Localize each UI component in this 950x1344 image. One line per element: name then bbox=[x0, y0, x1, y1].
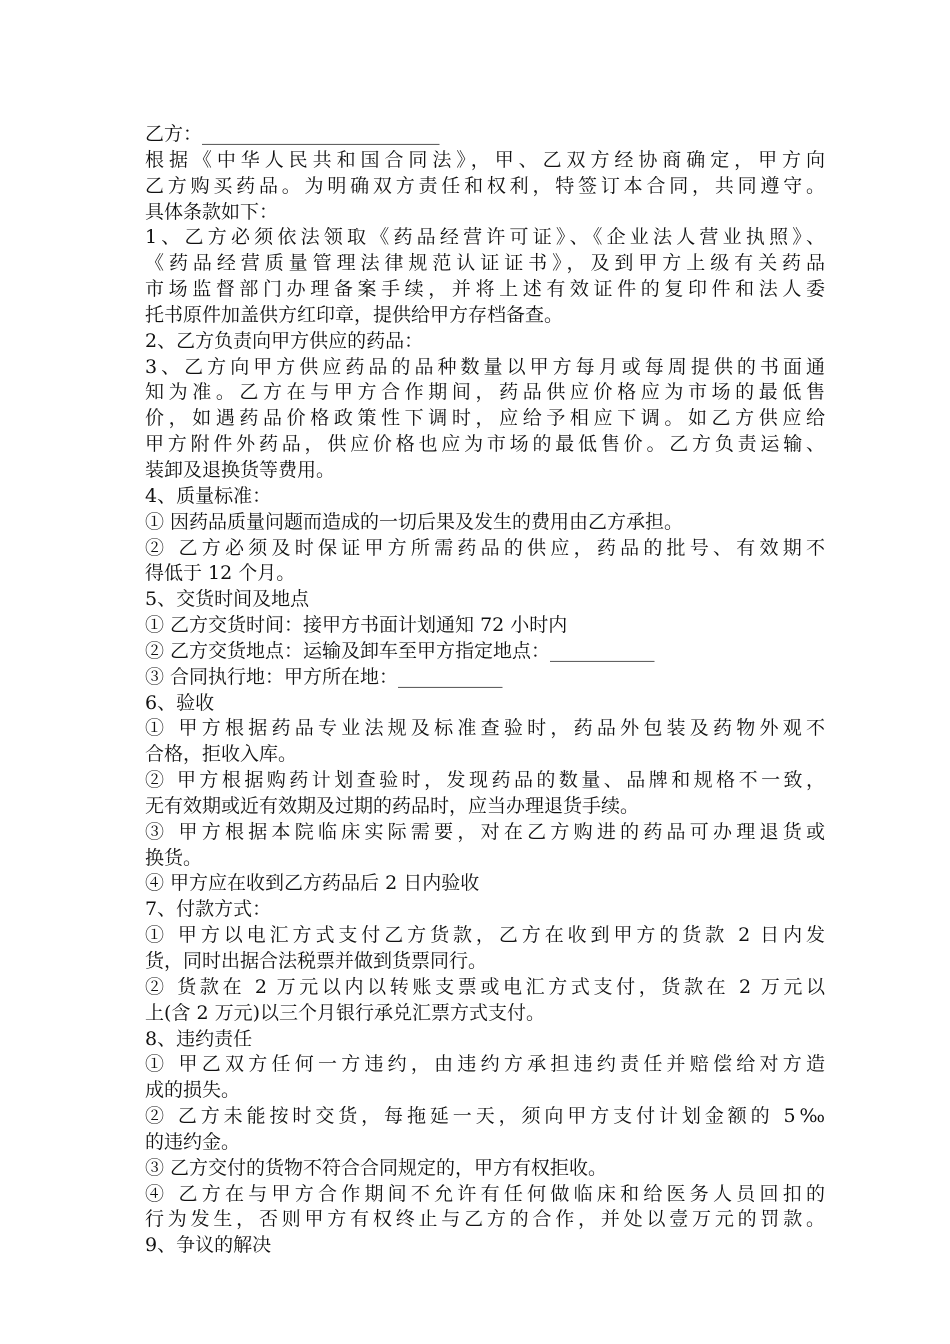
text-line: 根据《中华人民共和国合同法》，甲、乙双方经协商确定，甲方向 bbox=[145, 148, 825, 171]
clause-6-heading: 6、验收 bbox=[145, 691, 215, 714]
party-b-line: 乙方：_________________________ bbox=[145, 123, 440, 145]
text-line: 装卸及退换货等费用。 bbox=[145, 458, 336, 481]
text-line: 乙方购买药品。为明确双方责任和权利，特签订本合同，共同遵守。 bbox=[145, 174, 825, 197]
text-line: 甲方附件外药品，供应价格也应为市场的最低售价。乙方负责运输、 bbox=[145, 433, 825, 456]
list-item: ① 因药品质量问题而造成的一切后果及发生的费用由乙方承担。 bbox=[145, 510, 684, 533]
list-item: ③ 乙方交付的货物不符合合同规定的，甲方有权拒收。 bbox=[145, 1156, 608, 1179]
text-line: 得低于 12 个月。 bbox=[145, 562, 296, 585]
text-line: 上(含 2 万元)以三个月银行承兑汇票方式支付。 bbox=[145, 1001, 545, 1024]
text-line: 市场监督部门办理备案手续，并将上述有效证件的复印件和法人委 bbox=[145, 278, 825, 301]
list-item: ③ 合同执行地：甲方所在地：___________ bbox=[145, 665, 503, 688]
text-line: 价，如遇药品价格政策性下调时，应给予相应下调。如乙方供应给 bbox=[145, 407, 825, 430]
text-line: 具体条款如下： bbox=[145, 200, 279, 223]
list-item: ① 甲方以电汇方式支付乙方货款，乙方在收到甲方的货款 2 日内发 bbox=[145, 924, 825, 947]
list-item: ② 货款在 2 万元以内以转账支票或电汇方式支付，货款在 2 万元以 bbox=[145, 975, 825, 998]
list-item: ④ 甲方应在收到乙方药品后 2 日内验收 bbox=[145, 872, 480, 895]
clause-3-heading: 3、乙方向甲方供应药品的品种数量以甲方每月或每周提供的书面通 bbox=[145, 355, 825, 378]
clause-7-heading: 7、付款方式： bbox=[145, 898, 272, 921]
text-line: 换货。 bbox=[145, 846, 203, 869]
clause-1-heading: 1、乙方必须依法领取《药品经营许可证》、《企业法人营业执照》、 bbox=[145, 226, 825, 249]
clause-9-heading: 9、争议的解决 bbox=[145, 1234, 272, 1257]
text-line: 成的损失。 bbox=[145, 1079, 241, 1102]
text-line: 无有效期或近有效期及过期的药品时，应当办理退货手续。 bbox=[145, 794, 640, 817]
list-item: ② 甲方根据购药计划查验时，发现药品的数量、品牌和规格不一致， bbox=[145, 769, 825, 792]
clause-8-heading: 8、违约责任 bbox=[145, 1027, 253, 1050]
list-item: ① 甲乙双方任何一方违约，由违约方承担违约责任并赔偿给对方造 bbox=[145, 1053, 825, 1076]
clause-4-heading: 4、质量标准： bbox=[145, 484, 272, 507]
list-item: ② 乙方必须及时保证甲方所需药品的供应，药品的批号、有效期不 bbox=[145, 536, 825, 559]
text-line: 行为发生，否则甲方有权终止与乙方的合作，并处以壹万元的罚款。 bbox=[145, 1208, 825, 1231]
text-line: 《药品经营质量管理法律规范认证证书》，及到甲方上级有关药品 bbox=[145, 252, 825, 275]
text-line: 货，同时出据合法税票并做到货票同行。 bbox=[145, 950, 488, 972]
text-line: 的违约金。 bbox=[145, 1130, 241, 1153]
list-item: ① 甲方根据药品专业法规及标准查验时，药品外包装及药物外观不 bbox=[145, 717, 825, 740]
list-item: ② 乙方未能按时交货，每拖延一天，须向甲方支付计划金额的 5‰ bbox=[145, 1105, 825, 1128]
text-line: 合格，拒收入库。 bbox=[145, 743, 298, 766]
clause-2-heading: 2、乙方负责向甲方供应的药品： bbox=[145, 329, 424, 352]
text-line: 知为准。乙方在与甲方合作期间，药品供应价格应为市场的最低售 bbox=[145, 381, 825, 404]
list-item: ③ 甲方根据本院临床实际需要，对在乙方购进的药品可办理退货或 bbox=[145, 820, 825, 843]
contract-body bbox=[145, 122, 825, 1259]
clause-5-heading: 5、交货时间及地点 bbox=[145, 588, 310, 611]
list-item: ② 乙方交货地点：运输及卸车至甲方指定地点：___________ bbox=[145, 639, 655, 662]
text-line: 托书原件加盖供方红印章，提供给甲方存档备查。 bbox=[145, 303, 564, 326]
list-item: ① 乙方交货时间：接甲方书面计划通知 72 小时内 bbox=[145, 614, 568, 637]
list-item: ④ 乙方在与甲方合作期间不允许有任何做临床和给医务人员回扣的 bbox=[145, 1182, 825, 1205]
